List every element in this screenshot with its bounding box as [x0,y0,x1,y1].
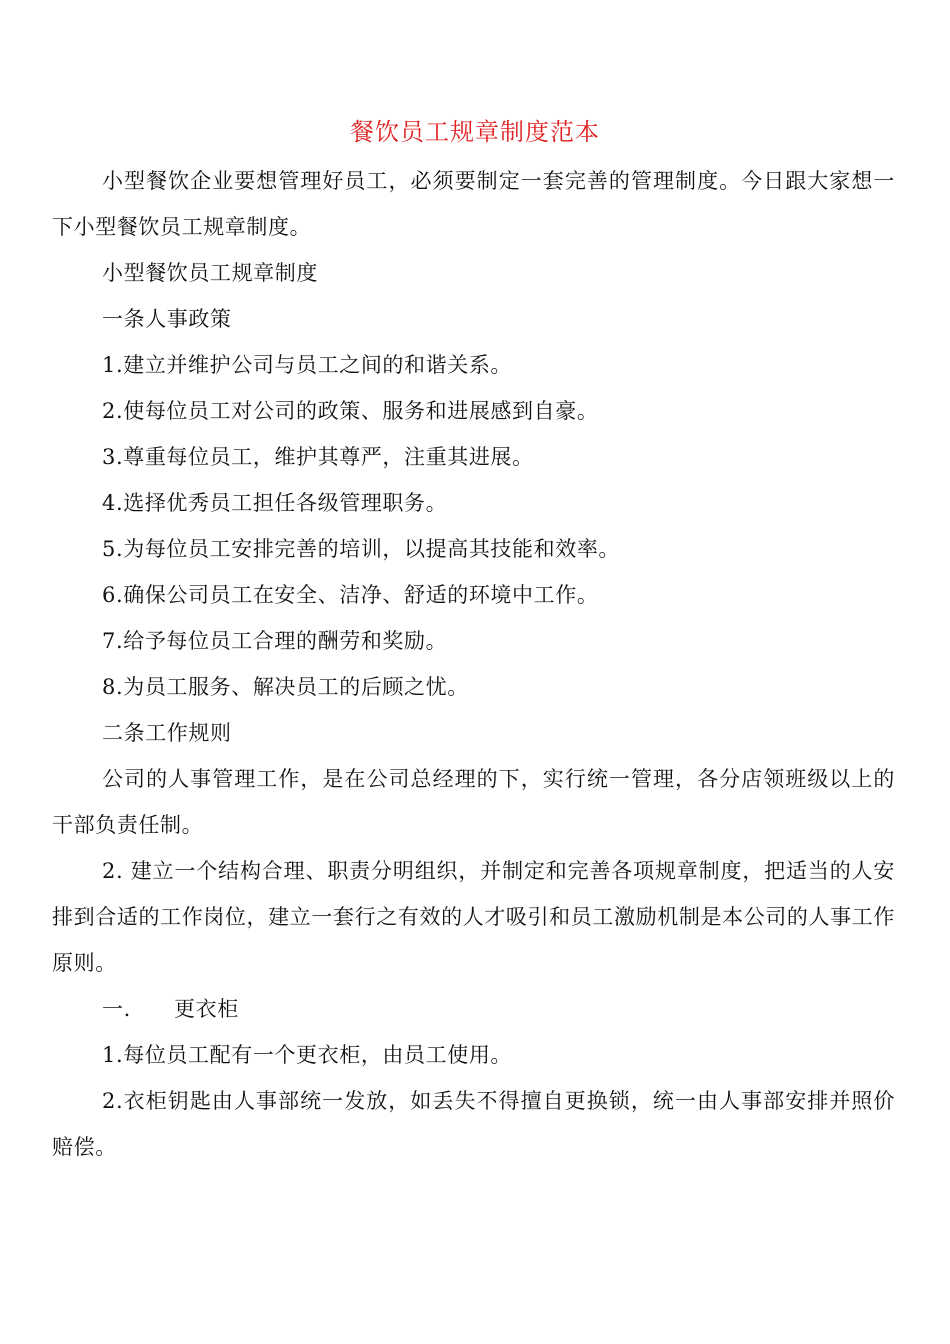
section-3-item-2: 2.衣柜钥匙由人事部统一发放，如丢失不得擅自更换锁，统一由人事部安排并照价赔偿。 [52,1089,895,1159]
section-2-paragraph-2: 2. 建立一个结构合理、职责分明组织，并制定和完善各项规章制度，把适当的人安排到合适的工作岗位，建立一套行之有效的人才吸引和员工激励机制是本公司的人事工作原则。 [52,859,895,975]
section-2-paragraph-1: 公司的人事管理工作，是在公司总经理的下，实行统一管理，各分店领班级以上的干部负责任制。 [52,767,895,837]
section-3-heading-row [102,986,239,1032]
section-1-item: 3.尊重每位员工，维护其尊严，注重其进展。 [102,445,534,469]
document-title: 餐饮员工规章制度范本 [350,118,600,146]
section-1-item: 8.为员工服务、解决员工的后顾之忧。 [102,675,469,699]
section-2-heading: 二条工作规则 [102,721,232,745]
section-1-item: 1.建立并维护公司与员工之间的和谐关系。 [102,353,513,377]
section-1-item: 4.选择优秀员工担任各级管理职务。 [102,491,448,515]
section-1-heading: 一条人事政策 [102,307,232,331]
section-3-heading: 更衣柜 [174,997,239,1021]
intro-paragraph: 小型餐饮企业要想管理好员工，必须要制定一套完善的管理制度。今日跟大家想一下小型餐饮员工规章制度。 [52,169,895,239]
subtitle: 小型餐饮员工规章制度 [102,261,318,285]
section-3-item-1: 1.每位员工配有一个更衣柜，由员工使用。 [102,1043,513,1067]
section-1-item: 6.确保公司员工在安全、洁净、舒适的环境中工作。 [102,583,599,607]
section-1-item: 7.给予每位员工合理的酬劳和奖励。 [102,629,448,653]
section-1-item: 2.使每位员工对公司的政策、服务和进展感到自豪。 [102,399,599,423]
section-1-item: 5.为每位员工安排完善的培训，以提高其技能和效率。 [102,537,621,561]
section-3-number: 一. [102,997,131,1021]
